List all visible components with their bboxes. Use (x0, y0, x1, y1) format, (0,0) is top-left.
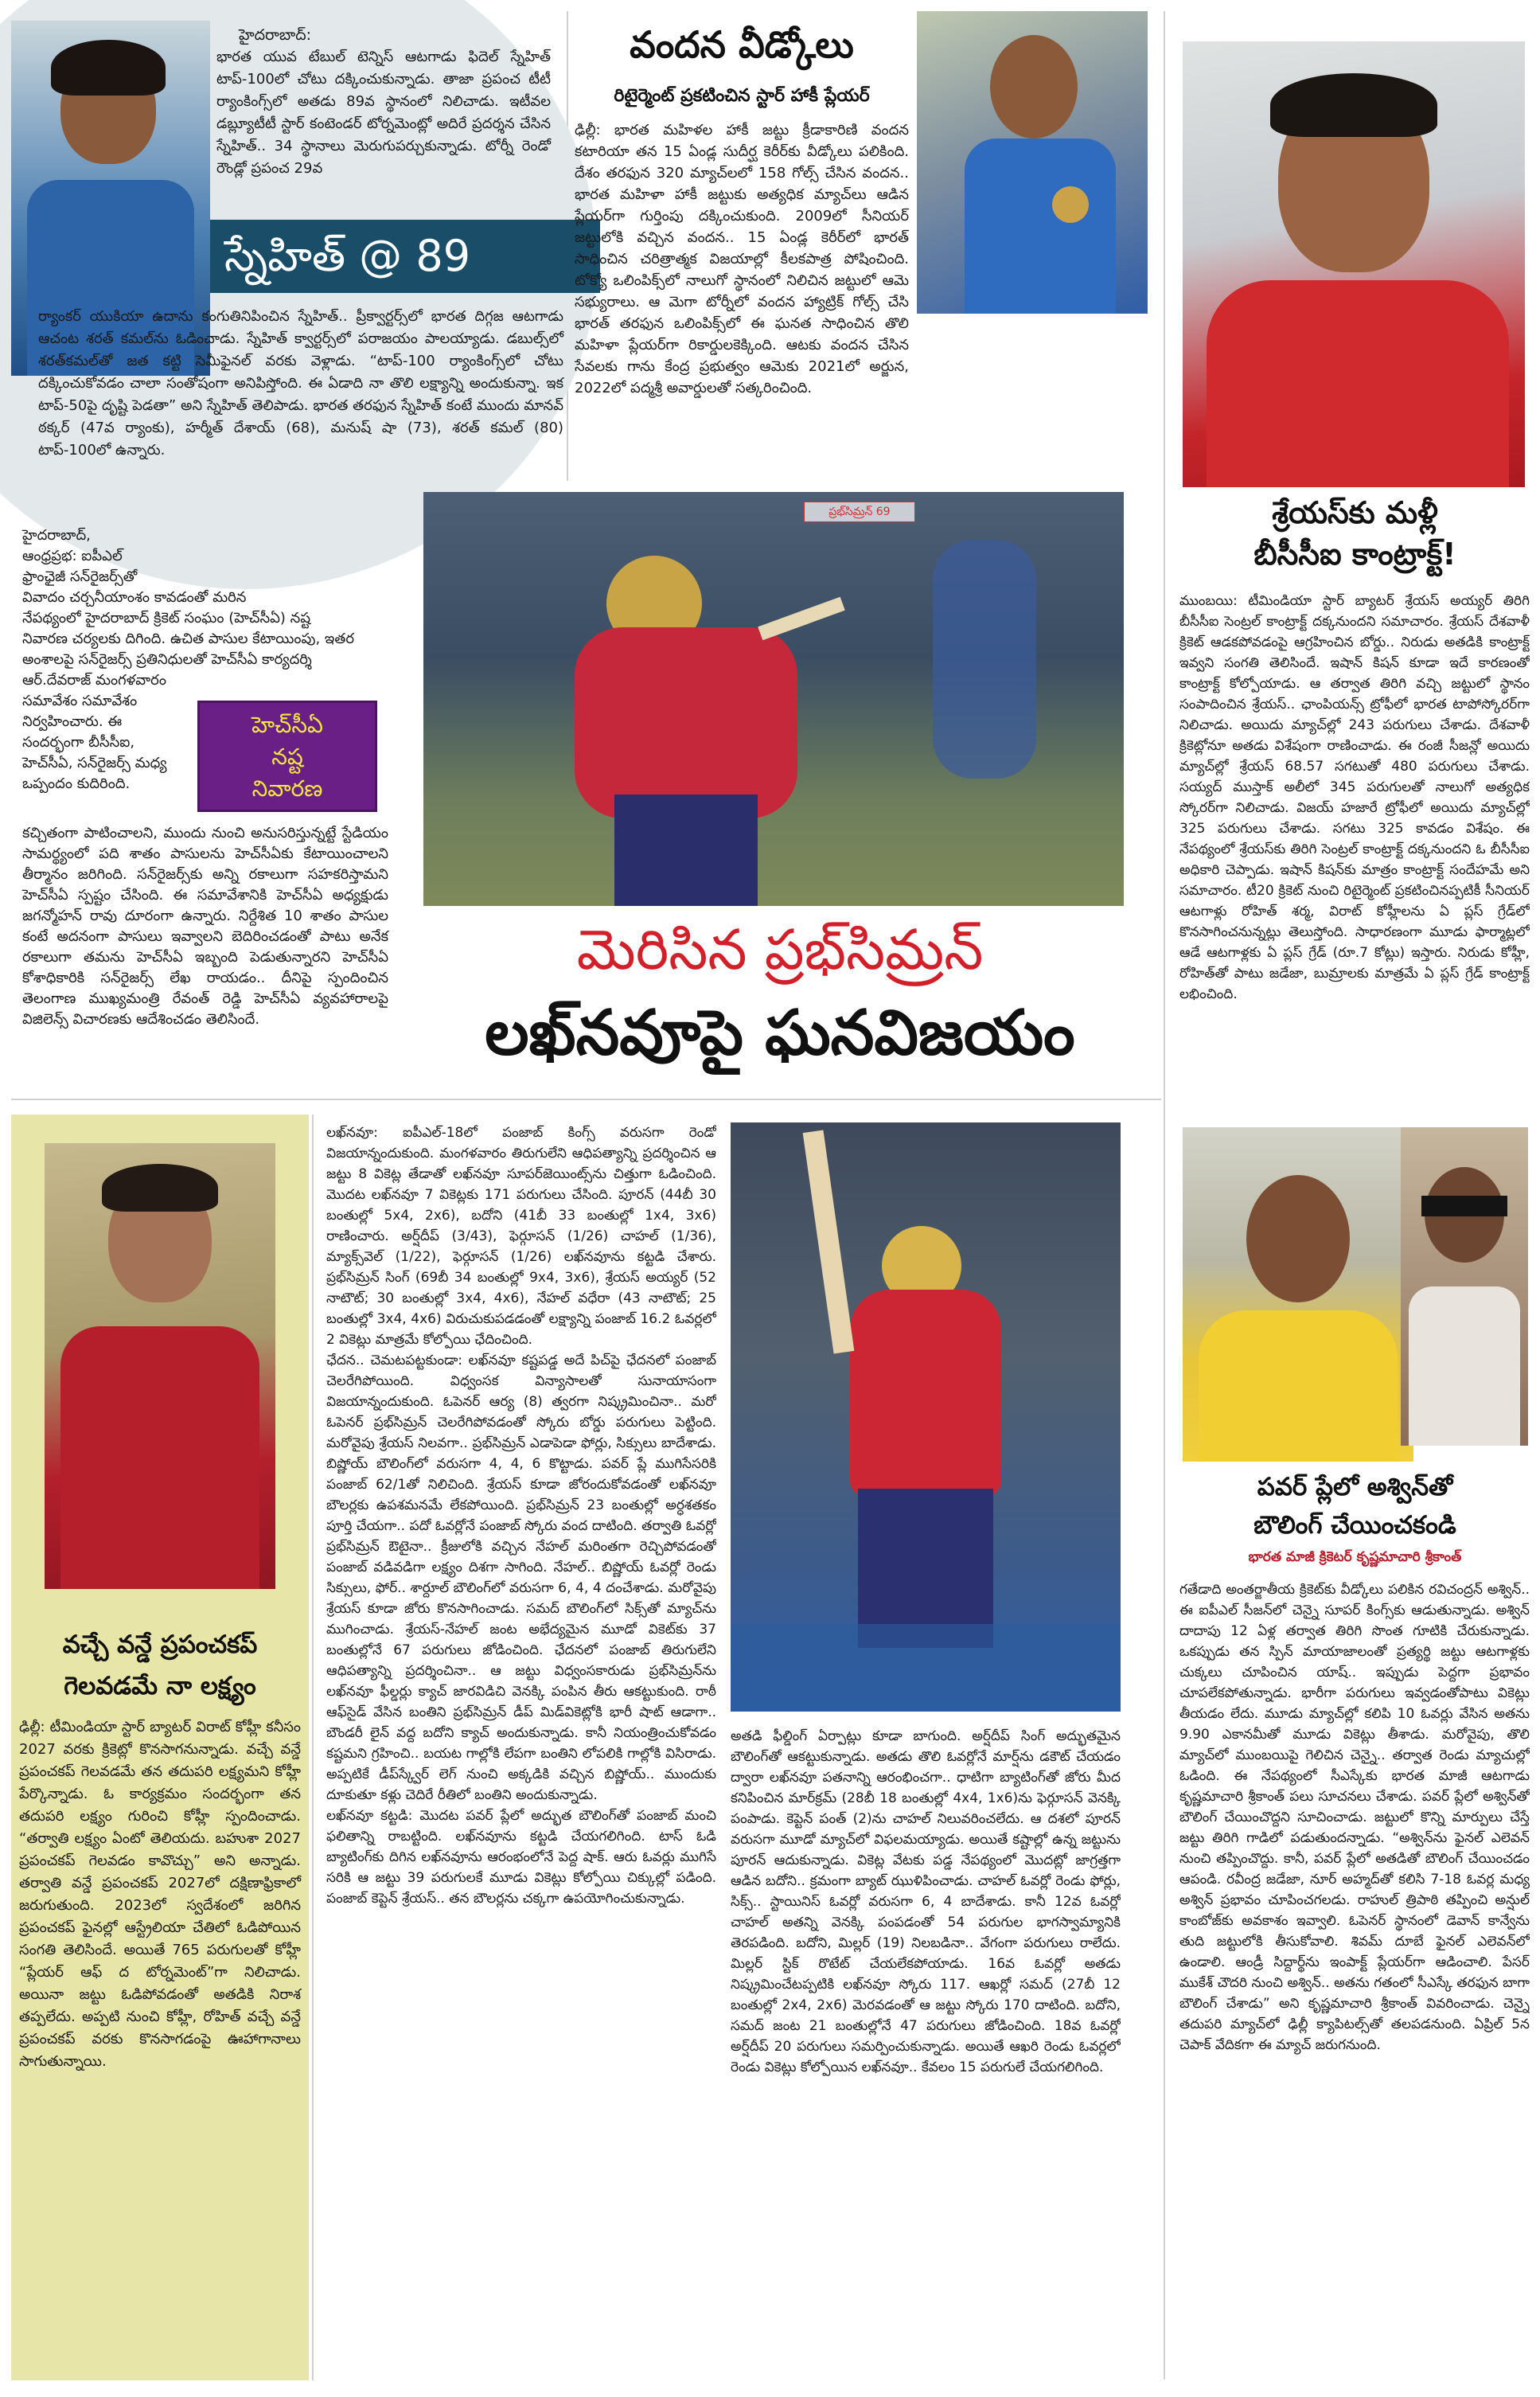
nehal-photo (731, 1122, 1121, 1712)
vandana-article (575, 0, 1156, 478)
snehit-body-bottom: ర్యాంకర్ యుకియా ఉదాను కంగుతినిపించిన స్నేహిత్.. ప్రీక్వార్టర్స్‌లో భారత దిగ్గజ ఆటగాడు ఆచంట శరత్ కమల్‌ను ఓడించాడు. స్నేహిత్ క్వార్టర్స్‌లో పరాజయం పాలయ్యాడు. డబుల్స్‌లో శరత్‌కమల్‌తో జత కట్టి సెమీఫైనల్ వరకు వెళ్లాడు. “టాప్-100 ర్యాంకింగ్స్‌లో చోటు దక్కించుకోవడం చాలా సంతోషంగా అనిపిస్తోంది. ఈ ఏడాది నా తొలి లక్ష్యాన్ని అందుకున్నా. ఇక టాప్-50పై దృష్టి పెడతా” అని స్నేహిత్ తెలిపాడు. భారత తరఫున స్నేహిత్ కంటే ముందు మానవ్ ఠక్కర్ (47వ ర్యాంకు), హర్మీత్ దేశాయ్ (68), మనుష్ షా (73), శరత్ కమల్ (80) టాప్-100లో ఉన్నారు. (38, 308, 563, 459)
hca-article (0, 509, 414, 1099)
prabhsimran-photo (423, 492, 1124, 906)
shreyas-body: ముంబయి: టీమిండియా స్టార్ బ్యాటర్ శ్రేయస్ అయ్యర్ తిరిగి బీసీసీఐ సెంట్రల్ కాంట్రాక్ట్ దక్కనుందని సమాచారం. శ్రేయస్ దేశవాళీ క్రికెట్ ఆడకపోవడంపై ఆగ్రహించిన బోర్డు.. నిరుడు అతడికి కాంట్రాక్ట్ ఇవ్వని సంగతి తెలిసిందే. ఇషాన్ కిషన్ కూడా ఇదే కారణంతో కాంట్రాక్ట్ కోల్పోయాడు. ఆ తర్వాత తిరిగి వచ్చి జట్టులో స్థానం సంపాదించిన శ్రేయస్.. ఛాంపియన్స్ ట్రోఫీలో భారత టాపోస్కోరర్‌గా నిలిచాడు. అయిదు మ్యాచ్‌ల్లో 243 పరుగులు చేశాడు. దేశవాళీ క్రికెట్లోనూ అతడు విశేషంగా రాణించాడు. ఈ రంజీ సీజన్లో అయిదు మ్యాచ్‌ల్లో శ్రేయస్ 68.57 సగటుతో 480 పరుగులు చేశాడు. సయ్యద్ ముస్తాక్ అలీలో 345 పరుగులతో నాలుగో అత్యధిక స్కోరర్‌గా నిలిచాడు. విజయ్ హజారే ట్రోఫీలో అయిదు మ్యాచ్‌ల్లో 325 పరుగులు చేశాడు. సగటు 325 కావడం విశేషం. ఈ నేపథ్యంలో శ్రేయస్‌కు తిరిగి సెంట్రల్ కాంట్రాక్ట్ దక్కనుందని ఓ బీసీసీఐ అధికారి చెప్పాడు. ఇషాన్ కిషన్‌కు మాత్రం కాంట్రాక్ట్ సందేహమే అని సమాచారం. టీ20 క్రికెట్ నుంచి రిటైర్మెంట్ ప్రకటించినప్పటికీ సీనియర్ ఆటగాళ్లు రోహిత్ శర్మ, విరాట్ కోహ్లీలను ఏ ప్లస్ గ్రేడ్‌లో కొనసాగించనున్నట్లు తెలుస్తోంది. సాధారణంగా మూడు ఫార్మాట్లలో ఆడే ఆటగాళ్లకు ఏ ప్లస్ గ్రేడ్ (రూ.7 కోట్లు) ఇస్తారు. నిరుడు కోహ్లీ, రోహిత్‌తో పాటు జడేజా, బుమ్రాలకు మాత్రమే ఏ ప్లస్ గ్రేడ్ కాంట్రాక్ట్ లభించింది. (1179, 593, 1530, 1002)
vandana-subtitle: రిటైర్మెంట్ ప్రకటించిన స్టార్ హాకీ ప్లేయర్ (614, 86, 870, 106)
section-divider (11, 1099, 1161, 1100)
photo-credit: ప్రభ్‌సిమ్రన్ 69 (804, 502, 915, 522)
ashwin-article (1170, 1115, 1540, 2380)
shreyas-title: శ్రేయస్‌కు మళ్లీ బీసీసీఐ కాంట్రాక్ట్! (1253, 495, 1456, 572)
shreyas-article (1170, 0, 1540, 1099)
hca-body-top: హైదరాబాద్, ఆంధ్రప్రభ: ఐపీఎల్ ఫ్రాంఛైజీ సన్‌రైజర్స్‌తో వివాదం చర్చనీయాంశం కావడంతో మరిన నేపథ్యంలో హైదరాబాద్ క్రికెట్ సంఘం (హెచ్‌సీఏ) నష్ట నివారణ చర్యలకు దిగింది. ఉచిత పాసుల కేటాయింపు, ఇతర అంశాలపై సన్‌రైజర్స్ ప్రతినిధులతో హెచ్‌సీఏ కార్యదర్శి ఆర్.దేవరాజ్ మంగళవారం సమావేశం సమావేశం నిర్వహించారు. ఈ సందర్భంగా బీసీసీఐ, హెచ్‌సీఏ, సన్‌రైజర్స్ మధ్య ఒప్పందం కుదిరింది. (22, 527, 355, 792)
hca-box-label: హెచ్‌సీఏ నష్ట నివారణ (251, 712, 323, 802)
ashwin-title: పవర్ ప్లేలో అశ్విన్‌తో బౌలింగ్ చేయించకండి (1253, 1473, 1456, 1540)
ashwin-photo (1183, 1127, 1413, 1462)
right-column-divider (1164, 11, 1165, 2379)
punjab-body-col2: అతడి ఫీల్డింగ్ ఏర్పాట్లు కూడా బాగుంది. అర్ష్‌దీప్ సింగ్ అద్భుతమైన బౌలింగ్‌తో ఆకట్టుకున్నాడు. అతడు తొలి ఓవర్లోనే మార్ష్‌ను డకౌట్ చేయడం ద్వారా లఖ్‌నవూ పతనాన్ని ఆరంభించగా.. ధాటిగా బ్యాటింగ్‌తో జోరు మీద కనిపించిన మార్‌క్రమ్ (28బీ 18 బంతుల్లో 4x4, 1x6)ను ఫెర్గూసన్ వెనక్కి పంపాడు. కెప్టెన్ పంత్ (2)ను చాహల్ నిలువరించలేదు. ఆ దశలో పూరన్ వరుసగా మూడో మ్యాచ్‌లో విఫలమయ్యాడు. అయితే కష్టాల్లో ఉన్న జట్టును పూరన్ ఆదుకున్నాడు. వికెట్ల వేటకు పడ్డ నేపథ్యంలో మొదట్లో జాగ్రత్తగా ఆడిన బదోని.. క్రమంగా బ్యాట్ ఝుళిపించాడు. చాహల్ ఓవర్లో రెండు ఫోర్లు, సిక్స్.. స్టాయినిస్ ఓవర్లో వరుసగా 6, 4 బాదేశాడు. కానీ 12వ ఓవర్లో చాహల్ అతన్ని వెనక్కి పంపడంతో 54 పరుగుల భాగస్వామ్యానికి తెరపడింది. బదోని, మిల్లర్ (19) నిలబడినా.. వేగంగా పరుగులు రాలేదు. మిల్లర్ స్టిక్ రొటేట్ చేయలేకపోయాడు. 16వ ఓవర్లో అతడు నిష్క్రమించేటప్పటికి లఖ్‌నవూ స్కోరు 117. ఆఖర్లో సమద్ (27బీ 12 బంతుల్లో 2x4, 2x6) మెరవడంతో ఆ జట్టు స్కోరు 170 దాటింది. బదోని, సమద్ జంట 21 బంతుల్లోనే 47 పరుగులు జోడించింది. 18వ ఓవర్లో అర్ష్‌దీప్ 20 పరుగులు సమర్పించుకున్నాడు. అయితే ఆఖరి రెండు ఓవర్లలో రెండు వికెట్లు కోల్పోయిన లఖ్‌నవూ.. కేవలం 15 పరుగులే చేయగలిగింది. (731, 1728, 1121, 2075)
srikanth-photo (1401, 1127, 1528, 1446)
hca-box (197, 701, 377, 812)
kohli-photo (45, 1143, 275, 1589)
kohli-divider (312, 1115, 314, 2380)
ashwin-subtitle: భారత మాజీ క్రికెటర్ కృష్ణమాచారి శ్రీకాంత్ (1248, 1549, 1462, 1565)
snehit-dateline: హైదరాబాద్: (239, 26, 312, 44)
kohli-title: వచ్చే వన్డే ప్రపంచకప్ గెలవడమే నా లక్ష్యం (62, 1630, 258, 1700)
ashwin-body: గతేడాది అంతర్జాతీయ క్రికెట్‌కు వీడ్కోలు పలికిన రవిచంద్రన్ అశ్విన్.. ఈ ఐపీఎల్ సీజన్‌లో చెన్నై సూపర్ కింగ్స్‌కు ఆడుతున్నాడు. అశ్విన్ దాదాపు 12 ఏళ్ల తర్వాత తిరిగి సొంత గూటికి చేరుకున్నాడు. ఒకప్పుడు తన స్పిన్ మాయాజాలంతో ప్రత్యర్థి జట్టు ఆటగాళ్లకు చుక్కలు చూపించిన యాష్.. ఇప్పుడు పెద్దగా ప్రభావం చూపలేకపోతున్నాడు. భారీగా పరుగులు ఇవ్వడంతోపాటు వికెట్లు తీయడం లేదు. మూడు మ్యాచ్‌ల్లో కలిపి 10 ఓవర్లు వేసిన అతను 9.90 ఎకానమీతో మూడు వికెట్లు తీశాడు. మరోవైపు, తొలి మ్యాచ్‌లో ముంబయిపై గెలిచిన చెన్నై.. తర్వాత రెండు మ్యాచుల్లో ఓడింది. ఈ నేపథ్యంలో సీఎస్కేకు భారత మాజీ ఆటగాడు కృష్ణమాచారి శ్రీకాంత్ పలు సూచనలు చేశాడు. పవర్ ప్లేలో అశ్విన్‌తో బౌలింగ్ చేయించొద్దని సూచించాడు. జట్టులో కొన్ని మార్పులు చేస్తే జట్టు తిరిగి గాడిలో పడుతుందన్నాడు. “అశ్విన్‌ను ఫైనల్ ఎలెవన్ నుంచి తప్పించొద్దు. కానీ, పవర్ ప్లేలో అతడితో బౌలింగ్ చేయించడం ఆపండి. రవీంద్ర జడేజా, నూర్ అహ్మద్‌తో కలిసి 7-18 ఓవర్ల మధ్య అశ్విన్ ప్రభావం చూపించగలడు. రాహుల్ త్రిపాఠి తప్పించి అన్షుల్ కాంబోజ్‌కు అవకాశం ఇవ్వాలి. ఓపెనర్ స్థానంలో డెవాన్ కాన్వేను తుది జట్టులోకి తీసుకోవాలి. శివమ్ దూబే ఫైనల్ ఎలెవన్‌లో ఉండాలి. ఆండ్రీ సిద్దార్థ్‌ను ఇంపాక్ట్ ప్లేయర్‌గా ఆడించాలి. పేసర్ ముకేశ్ చౌదరి నుంచి అశ్విన్.. అతను గతంలో సీఎస్కే తరఫున బాగా బౌలింగ్ చేశాడు” అని కృష్ణమాచారి శ్రీకాంత్ వివరించాడు. చెన్నై తదుపరి మ్యాచ్‌లో ఢిల్లీ క్యాపిటల్స్‌తో తలపడనుంది. ఏప్రిల్ 5న చెపాక్ వేదికగా ఈ మ్యాచ్ జరుగనుంది. (1179, 1582, 1530, 2053)
hca-body-bottom: కచ్చితంగా పాటించాలని, ముందు నుంచి అనుసరిస్తున్నట్టే స్టేడియం సామర్థ్యంలో పది శాతం పాసులను హెచ్‌సీఏకు కేటాయించాలని తీర్మానం జరిగింది. సన్‌రైజర్స్‌కు అన్ని రకాలుగా సహకరిస్తామని హెచ్‌సీఏ స్పష్టం చేసింది. ఈ సమావేశానికి హెచ్‌సీఏ అధ్యక్షుడు జగన్మోహన్ రావు దూరంగా ఉన్నారు. నిర్దేశిత 10 శాతం పాసుల కంటే అదనంగా పాసులు ఇవ్వాలని బెదిరించడంతో పాటు అనేక రకాలుగా తమను హెచ్‌సీఏ ఇబ్బంది పెడుతున్నారని హెచ్‌సీఏ కోశాధికారికి సన్‌రైజర్స్ లేఖ రాయడం.. దీనిపై స్పందించిన తెలంగాణ ముఖ్యమంత్రి రేవంత్ రెడ్డి హెచ్‌సీఏ వ్యవహారాలపై విజిలెన్స్ విచారణకు ఆదేశించడం తెలిసిందే. (22, 825, 388, 1028)
snehit-body-top: భారత యువ టేబుల్ టెన్నిస్ ఆటగాడు ఫిదెల్ స్నేహిత్ టాప్-100లో చోటు దక్కించుకున్నాడు. తాజా ప్రపంచ టీటీ ర్యాంకింగ్స్‌లో అతడు 89వ స్థానంలో నిలిచాడు. ఇటీవల డబ్ల్యూటీటీ స్టార్ కంటెండర్ టోర్నమెంట్లో అదిరే ప్రదర్శన చేసిన స్నేహిత్.. 34 స్థానాలు మెరుగుపర్చుకున్నాడు. టోర్నీ రెండో రౌండ్లో ప్రపంచ 29వ (216, 49, 551, 177)
shreyas-photo (1183, 41, 1525, 487)
headline-1: మెరిసిన ప్రభ్‌సిమ్రన్ (576, 917, 984, 982)
kohli-article (11, 1115, 309, 2380)
vandana-photo (917, 11, 1148, 314)
punjab-body-col1: లఖ్‌నవూ: ఐపీఎల్-18లో పంజాబ్ కింగ్స్ వరుసగా రెండో విజయాన్నందుకుంది. మంగళవారం తిరుగులేని ఆధిపత్యాన్ని ప్రదర్శించిన ఆ జట్టు 8 వికెట్ల తేడాతో లఖ్‌నవూ సూపర్‌జెయింట్స్‌ను చిత్తుగా ఓడించింది. మొదట లఖ్‌నవూ 7 వికెట్లకు 171 పరుగులు చేసింది. పూరన్ (44బీ 30 బంతుల్లో 5x4, 2x6), బదోని (41బీ 33 బంతుల్లో 1x4, 3x6) రాణించారు. అర్ష్‌దీప్ (3/43), ఫెర్గూసన్ (1/26) చాహల్ (1/36), మ్యాక్స్‌వెల్ (1/22), ఫెర్గూసన్ (1/26) లఖ్‌నవూను కట్టడి చేశారు. ప్రభ్‌సిమ్రన్ సింగ్ (69బీ 34 బంతుల్లో 9x4, 3x6), శ్రేయస్ అయ్యర్ (52 నాటౌట్; 30 బంతుల్లో 3x4, 4x6), నేహల్ వధేరా (43 నాటౌట్; 25 బంతుల్లో 3x4, 4x6) విరుచుకుపడడంతో లక్ష్యాన్ని పంజాబ్ 16.2 ఓవర్లలో 2 వికెట్లు మాత్రమే కోల్పోయి ఛేదించింది. ఛేదన.. చెమటపట్టకుండా: లఖ్‌నవూ కష్టపడ్డ అదే పిచ్‌పై ఛేదనలో పంజాబ్ చెలరేగిపోయింది. విధ్వంసక విన్యాసాలతో సునాయాసంగా విజయాన్నందుకుంది. ఓపెనర్ ఆర్య (8) త్వరగా నిష్క్రమించినా.. మరో ఓపెనర్ ప్రభ్‌సిమ్రన్ చెలరేగిపోవడంతో స్కోరు బోర్డు పరుగులు పెట్టింది. మరోవైపు శ్రేయస్ నిలవగా.. ప్రభ్‌సిమ్రన్ ఎడాపెడా ఫోర్లు, సిక్సులు బాదేశాడు. బిష్ణోయ్ బౌలింగ్‌లో వరుసగా 4, 4, 6 కొట్టాడు. పవర్ ప్లే ముగిసేసరికి పంజాబ్ 62/1తో నిలిచింది. శ్రేయస్ కూడా జోరందుకోవడంతో లఖ్‌నవూ బౌలర్లకు ఉపశమనమే లేకపోయింది. ప్రభ్‌సిమ్రన్ 23 బంతుల్లో అర్ధశతకం పూర్తి చేయగా.. పదో ఓవర్లోనే పంజాబ్ స్కోరు వంద దాటింది. తర్వాతి ఓవర్లో ప్రభ్‌సిమ్రన్ ఔటైనా.. క్రీజులోకి వచ్చిన నేహల్ మరింతగా రెచ్చిపోవడంతో పంజాబ్ వడివడిగా లక్ష్యం దిశగా సాగింది. నేహల్.. బిష్ణోయ్ ఓవర్లో రెండు సిక్సులు, ఫోర్.. శార్దూల్ బౌలింగ్‌లో వరుసగా 6, 4, 4 దంచేశాడు. మరోవైపు శ్రేయస్ కూడా జోరు కొనసాగించాడు. సమద్ బౌలింగ్‌లో సిక్స్‌తో మ్యాచ్‌ను ముగించాడు. శ్రేయస్-నేహల్ జంట అభేద్యమైన మూడో వికెట్‌కు 37 బంతుల్లోనే 67 పరుగులు జోడించింది. ఛేదనలో పంజాబ్ తిరుగులేని ఆధిపత్యాన్ని ప్రదర్శించినా.. ఆ జట్టు విధ్వంసకారుడు ప్రభ్‌సిమ్రన్‌ను లఖ్‌నవూ ఫీల్డర్లు క్యాచ్ జారవిడిచి వెనక్కి పంపిన తీరు ఆకట్టుకుంది. రాఠీ ఆఫ్‌సైడ్ వేసిన బంతిని ప్రభ్‌సిమ్రన్ డీప్ మిడ్‌వికెట్లోకి భారీ షాట్ ఆడాగా.. బౌండరీ లైన్ వద్ద బదోని క్యాచ్ అందుకున్నాడు. కానీ నియంత్రించుకోవడం కష్టమని గ్రహించి.. బయట గాల్లోకి లేపగా బంతిని లోపలికి గాల్లోకి విసిరాడు. అప్పటికే డీప్‌స్క్వేర్ లెగ్ నుంచి అక్కడికి వచ్చిన బిష్ణోయ్.. ముందుకు దూకుతూ కళ్లు చెదిరే రీతిలో బంతిని అందుకున్నాడు. లఖ్‌నవూ కట్టడి: మొదట పవర్ ప్లేలో అద్భుత బౌలింగ్‌తో పంజాబ్ మంచి ఫలితాన్ని రాబట్టింది. లఖ్‌నవూను కట్టడి చేయగలిగింది. టాస్ ఓడి బ్యాటింగ్‌కు దిగిన లఖ్‌నవూను ఆరంభంలోనే పెద్ద షాక్. ఆరు ఓవర్లు ముగిసే సరికి ఆ జట్టు 39 పరుగులకే మూడు వికెట్లు కోల్పోయి చిక్కుల్లో పడింది. పంజాబ్ కెప్టెన్ శ్రేయస్.. తన బౌలర్లను చక్కగా ఉపయోగించుకున్నాడు. (326, 1125, 716, 1907)
vandana-title: వందన వీడ్కోలు (630, 23, 854, 66)
kohli-body: ఢిల్లీ: టీమిండియా స్టార్ బ్యాటర్ విరాట్ కోహ్లీ కనీసం 2027 వరకు క్రికెట్లో కొనసాగనున్నాడు. వచ్చే వన్డే ప్రపంచకప్ గెలవడమే తన తదుపరి లక్ష్యమని కోహ్లీ పేర్కొన్నాడు. ఓ కార్యక్రమం సందర్భంగా తన తదుపరి లక్ష్యం గురించి కోహ్లీ స్పందించాడు. “తర్వాతి లక్ష్యం ఏంటో తెలియదు. బహుశా 2027 ప్రపంచకప్ గెలవడం కావొచ్చు” అని అన్నాడు. తర్వాతి వన్డే ప్రపంచకప్ 2027లో దక్షిణాఫ్రికాలో జరుగుతుంది. 2023లో స్వదేశంలో జరిగిన ప్రపంచకప్ ఫైనల్లో ఆస్ట్రేలియా చేతిలో ఓడిపోయిన సంగతి తెలిసిందే. అయితే 765 పరుగులతో కోహ్లీ “ప్లేయర్ ఆఫ్ ద టోర్నమెంట్”గా నిలిచాడు. అయినా జట్టు ఓడిపోవడంతో అతడికి నిరాశ తప్పలేదు. అప్పటి నుంచి కోహ్లీ, రోహిత్ వచ్చే వన్డే ప్రపంచకప్ వరకు కొనసాగడంపై ఊహాగానాలు సాగుతున్నాయి. (19, 1719, 301, 2070)
headline-2: లఖ్‌నవూపై ఘనవిజయం (485, 997, 1075, 1069)
vandana-body-left: ఢిల్లీ: భారత మహిళల హాకీ జట్టు క్రీడాకారిణి వందన కటారియా తన 15 ఏండ్ల సుదీర్ఘ కెరీర్‌కు వీడ్కోలు పలికింది. దేశం తరఫున 320 మ్యాచ్‌లలో 158 గోల్స్ చేసిన వందన.. భారత మహిళా హాకీ జట్టుకు అత్యధిక మ్యాచ్‌లు ఆడిన ప్లేయర్‌గా గుర్తింపు దక్కించుకుంది. 2009లో సీనియర్ జట్టులోకి వచ్చిన వందన.. 15 ఏండ్ల కెరీర్‌లో భారత్ సాధించిన చరిత్రాత్మక విజయాల్లో కీలకపాత్ర పోషించింది. టోక్యో ఒలింపిక్స్‌లో నాలుగో స్థానంలో నిలిచిన జట్టులో ఆమె సభ్యురాలు. ఆ మెగా టోర్నీలో వందన హ్యాట్రిక్ గోల్స్ చేసి భారత్ తరఫున ఒలింపిక్స్‌లో ఈ ఘనత సాధించిన తొలి మహిళా ప్లేయర్‌గా రికార్డులకెక్కింది. ఆటకు వందన చేసిన సేవలకు గాను కేంద్ర ప్రభుత్వం ఆమెకు 2021లో అర్జున, 2022లో పద్మశ్రీ అవార్డులతో సత్కరించింది. (575, 122, 909, 396)
snehit-title: స్నేహిత్ @ 89 (224, 231, 471, 281)
